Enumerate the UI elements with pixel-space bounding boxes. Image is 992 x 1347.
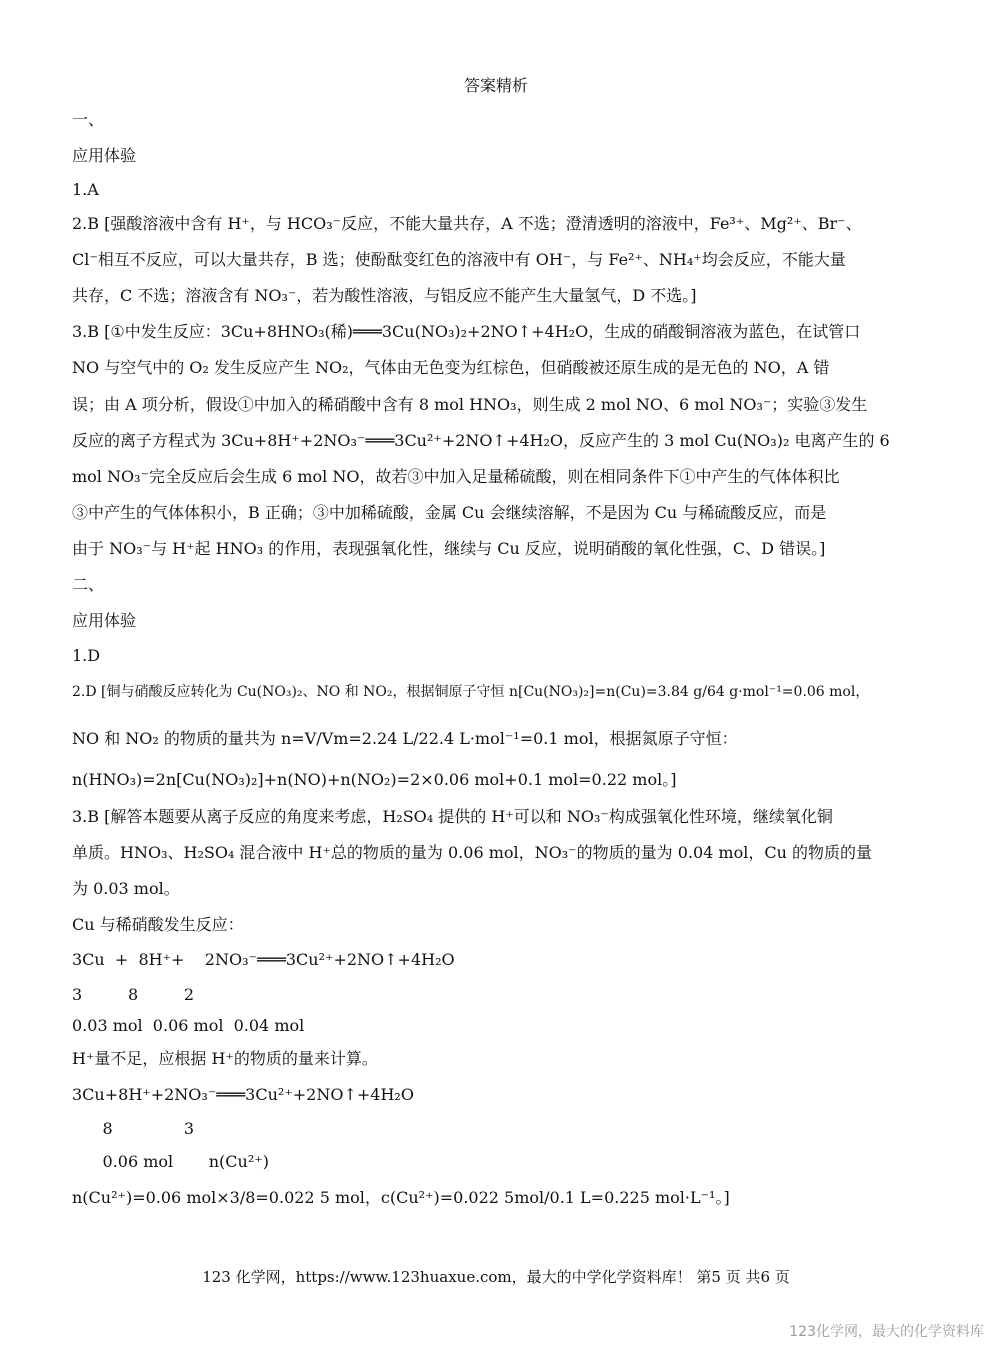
answer-line: 单质。HNO₃、H₂SO₄ 混合液中 H⁺总的物质的量为 0.06 mol，NO₃⁻的物质的量为 0.04 mol，Cu 的物质的量	[72, 843, 872, 862]
equation-coefficients: 3 8 2	[72, 985, 195, 1004]
answer-line: 共存，C 不选；溶液含有 NO₃⁻，若为酸性溶液，与铝反应不能产生大量氢气，D 不选。]	[72, 286, 697, 305]
page-footer: 123 化学网，https://www.123huaxue.com，最大的中学化学资料库！ 第5 页 共6 页	[202, 1268, 790, 1286]
answer-line: 2.B [强酸溶液中含有 H⁺，与 HCO₃⁻反应，不能大量共存，A 不选；澄清透明的溶液中，Fe³⁺、Mg²⁺、Br⁻、	[72, 214, 862, 233]
answer-line: 1.D	[72, 646, 101, 665]
answer-line: Cu 与稀硝酸发生反应：	[72, 915, 244, 934]
answer-line: ③中产生的气体体积小，B 正确；③中加稀硫酸，金属 Cu 会继续溶解，不是因为 Cu 与稀硫酸反应，而是	[72, 503, 827, 522]
answer-line: n(Cu²⁺)=0.06 mol×3/8=0.022 5 mol，c(Cu²⁺)=0.022 5mol/0.1 L=0.225 mol·L⁻¹。]	[72, 1188, 730, 1207]
answer-line: 3.B [①中发生反应：3Cu+8HNO₃(稀)═══3Cu(NO₃)₂+2NO↑+4H₂O，生成的硝酸铜溶液为蓝色，在试管口	[72, 322, 861, 341]
section-1-heading: 一、	[72, 110, 105, 129]
answer-line: n(HNO₃)=2n[Cu(NO₃)₂]+n(NO)+n(NO₂)=2×0.06 mol+0.1 mol=0.22 mol。]	[72, 770, 677, 789]
equation-line: 3Cu + 8H⁺+ 2NO₃⁻═══3Cu²⁺+2NO↑+4H₂O	[72, 950, 455, 969]
section-2-subheading: 应用体验	[72, 611, 137, 630]
page-title: 答案精析	[463, 76, 528, 95]
answer-line: 反应的离子方程式为 3Cu+8H⁺+2NO₃⁻═══3Cu²⁺+2NO↑+4H₂O，反应产生的 3 mol Cu(NO₃)₂ 电离产生的 6	[72, 431, 890, 450]
section-1-subheading: 应用体验	[72, 146, 137, 165]
answer-line: 由于 NO₃⁻与 H⁺起 HNO₃ 的作用，表现强氧化性，继续与 Cu 反应，说明硝酸的氧化性强，C、D 错误。]	[72, 539, 826, 558]
answer-line: 为 0.03 mol。	[72, 879, 180, 898]
answer-line: 2.D [铜与硝酸反应转化为 Cu(NO₃)₂、NO 和 NO₂，根据铜原子守恒 n[Cu(NO₃)₂]=n(Cu)=3.84 g/64 g·mol⁻¹=0.06 mol，	[72, 684, 870, 700]
answer-line: mol NO₃⁻完全反应后会生成 6 mol NO，故若③中加入足量稀硫酸，则在相同条件下①中产生的气体体积比	[72, 467, 840, 486]
answer-line: NO 和 NO₂ 的物质的量共为 n=V/Vm=2.24 L/22.4 L·mol⁻¹=0.1 mol，根据氮原子守恒：	[72, 729, 738, 748]
equation-amounts: 0.06 mol n(Cu²⁺)	[72, 1152, 269, 1171]
answer-line: H⁺量不足，应根据 H⁺的物质的量来计算。	[72, 1049, 378, 1068]
answer-line: Cl⁻相互不反应，可以大量共存，B 选；使酚酞变红色的溶液中有 OH⁻，与 Fe²⁺、NH₄⁺均会反应，不能大量	[72, 250, 846, 269]
answer-line: 3.B [解答本题要从离子反应的角度来考虑，H₂SO₄ 提供的 H⁺可以和 NO₃⁻构成强氧化性环境，继续氧化铜	[72, 807, 833, 826]
section-2-heading: 二、	[72, 575, 105, 594]
answer-line: NO 与空气中的 O₂ 发生反应产生 NO₂，气体由无色变为红棕色，但硝酸被还原生成的是无色的 NO，A 错	[72, 358, 830, 377]
equation-amounts: 0.03 mol 0.06 mol 0.04 mol	[72, 1016, 305, 1035]
answer-line: 1.A	[72, 180, 99, 199]
equation-coefficients: 8 3	[72, 1119, 195, 1138]
watermark: 123化学网，最大的化学资料库	[789, 1324, 984, 1340]
equation-line: 3Cu+8H⁺+2NO₃⁻═══3Cu²⁺+2NO↑+4H₂O	[72, 1085, 414, 1104]
answer-line: 误；由 A 项分析，假设①中加入的稀硝酸中含有 8 mol HNO₃，则生成 2 mol NO、6 mol NO₃⁻；实验③发生	[72, 395, 868, 414]
